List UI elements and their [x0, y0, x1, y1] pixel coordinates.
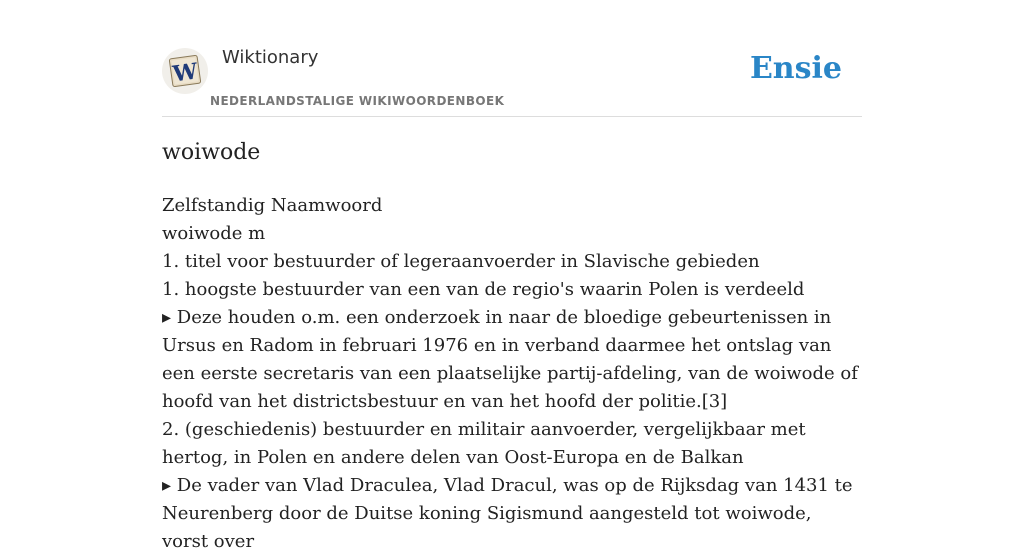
- wiktionary-logo-icon[interactable]: [162, 48, 208, 94]
- definition-1b: 1. hoogste bestuurder van een van de regio's waarin Polen is verdeeld: [162, 279, 805, 300]
- site-subtitle: NEDERLANDSTALIGE WIKIWOORDENBOEK: [210, 94, 505, 108]
- headword-gender: woiwode m: [162, 223, 266, 244]
- logo-tile: [162, 48, 208, 94]
- definition-1a: 1. titel voor bestuurder of legeraanvoerder in Slavische gebieden: [162, 251, 760, 272]
- page-title: woiwode: [162, 140, 261, 165]
- example-2: ▸ De vader van Vlad Draculea, Vlad Dracul, was op de Rijksdag van 1431 te Neurenberg door de Duitse koning Sigismund aangesteld tot woiwode, vorst over: [162, 475, 853, 552]
- logo-letter: W: [171, 58, 200, 88]
- example-1: ▸ Deze houden o.m. een onderzoek in naar de bloedige gebeurtenissen in Ursus en Radom in februari 1976 en in verband daarmee het ontslag van een eerste secretaris van een plaatselijke partij-afdeling, van de woiwode of hoofd van het districtsbestuur en van het hoofd der politie.[3]: [162, 307, 858, 412]
- ensie-brand-link[interactable]: Ensie: [749, 51, 842, 86]
- site-header: [162, 44, 862, 117]
- part-of-speech: Zelfstandig Naamwoord: [162, 195, 383, 216]
- definition-2: 2. (geschiedenis) bestuurder en militair aanvoerder, vergelijkbaar met hertog, in Polen en andere delen van Oost-Europa en de Balkan: [162, 419, 806, 468]
- entry-content: [162, 192, 862, 556]
- site-name[interactable]: Wiktionary: [222, 47, 319, 68]
